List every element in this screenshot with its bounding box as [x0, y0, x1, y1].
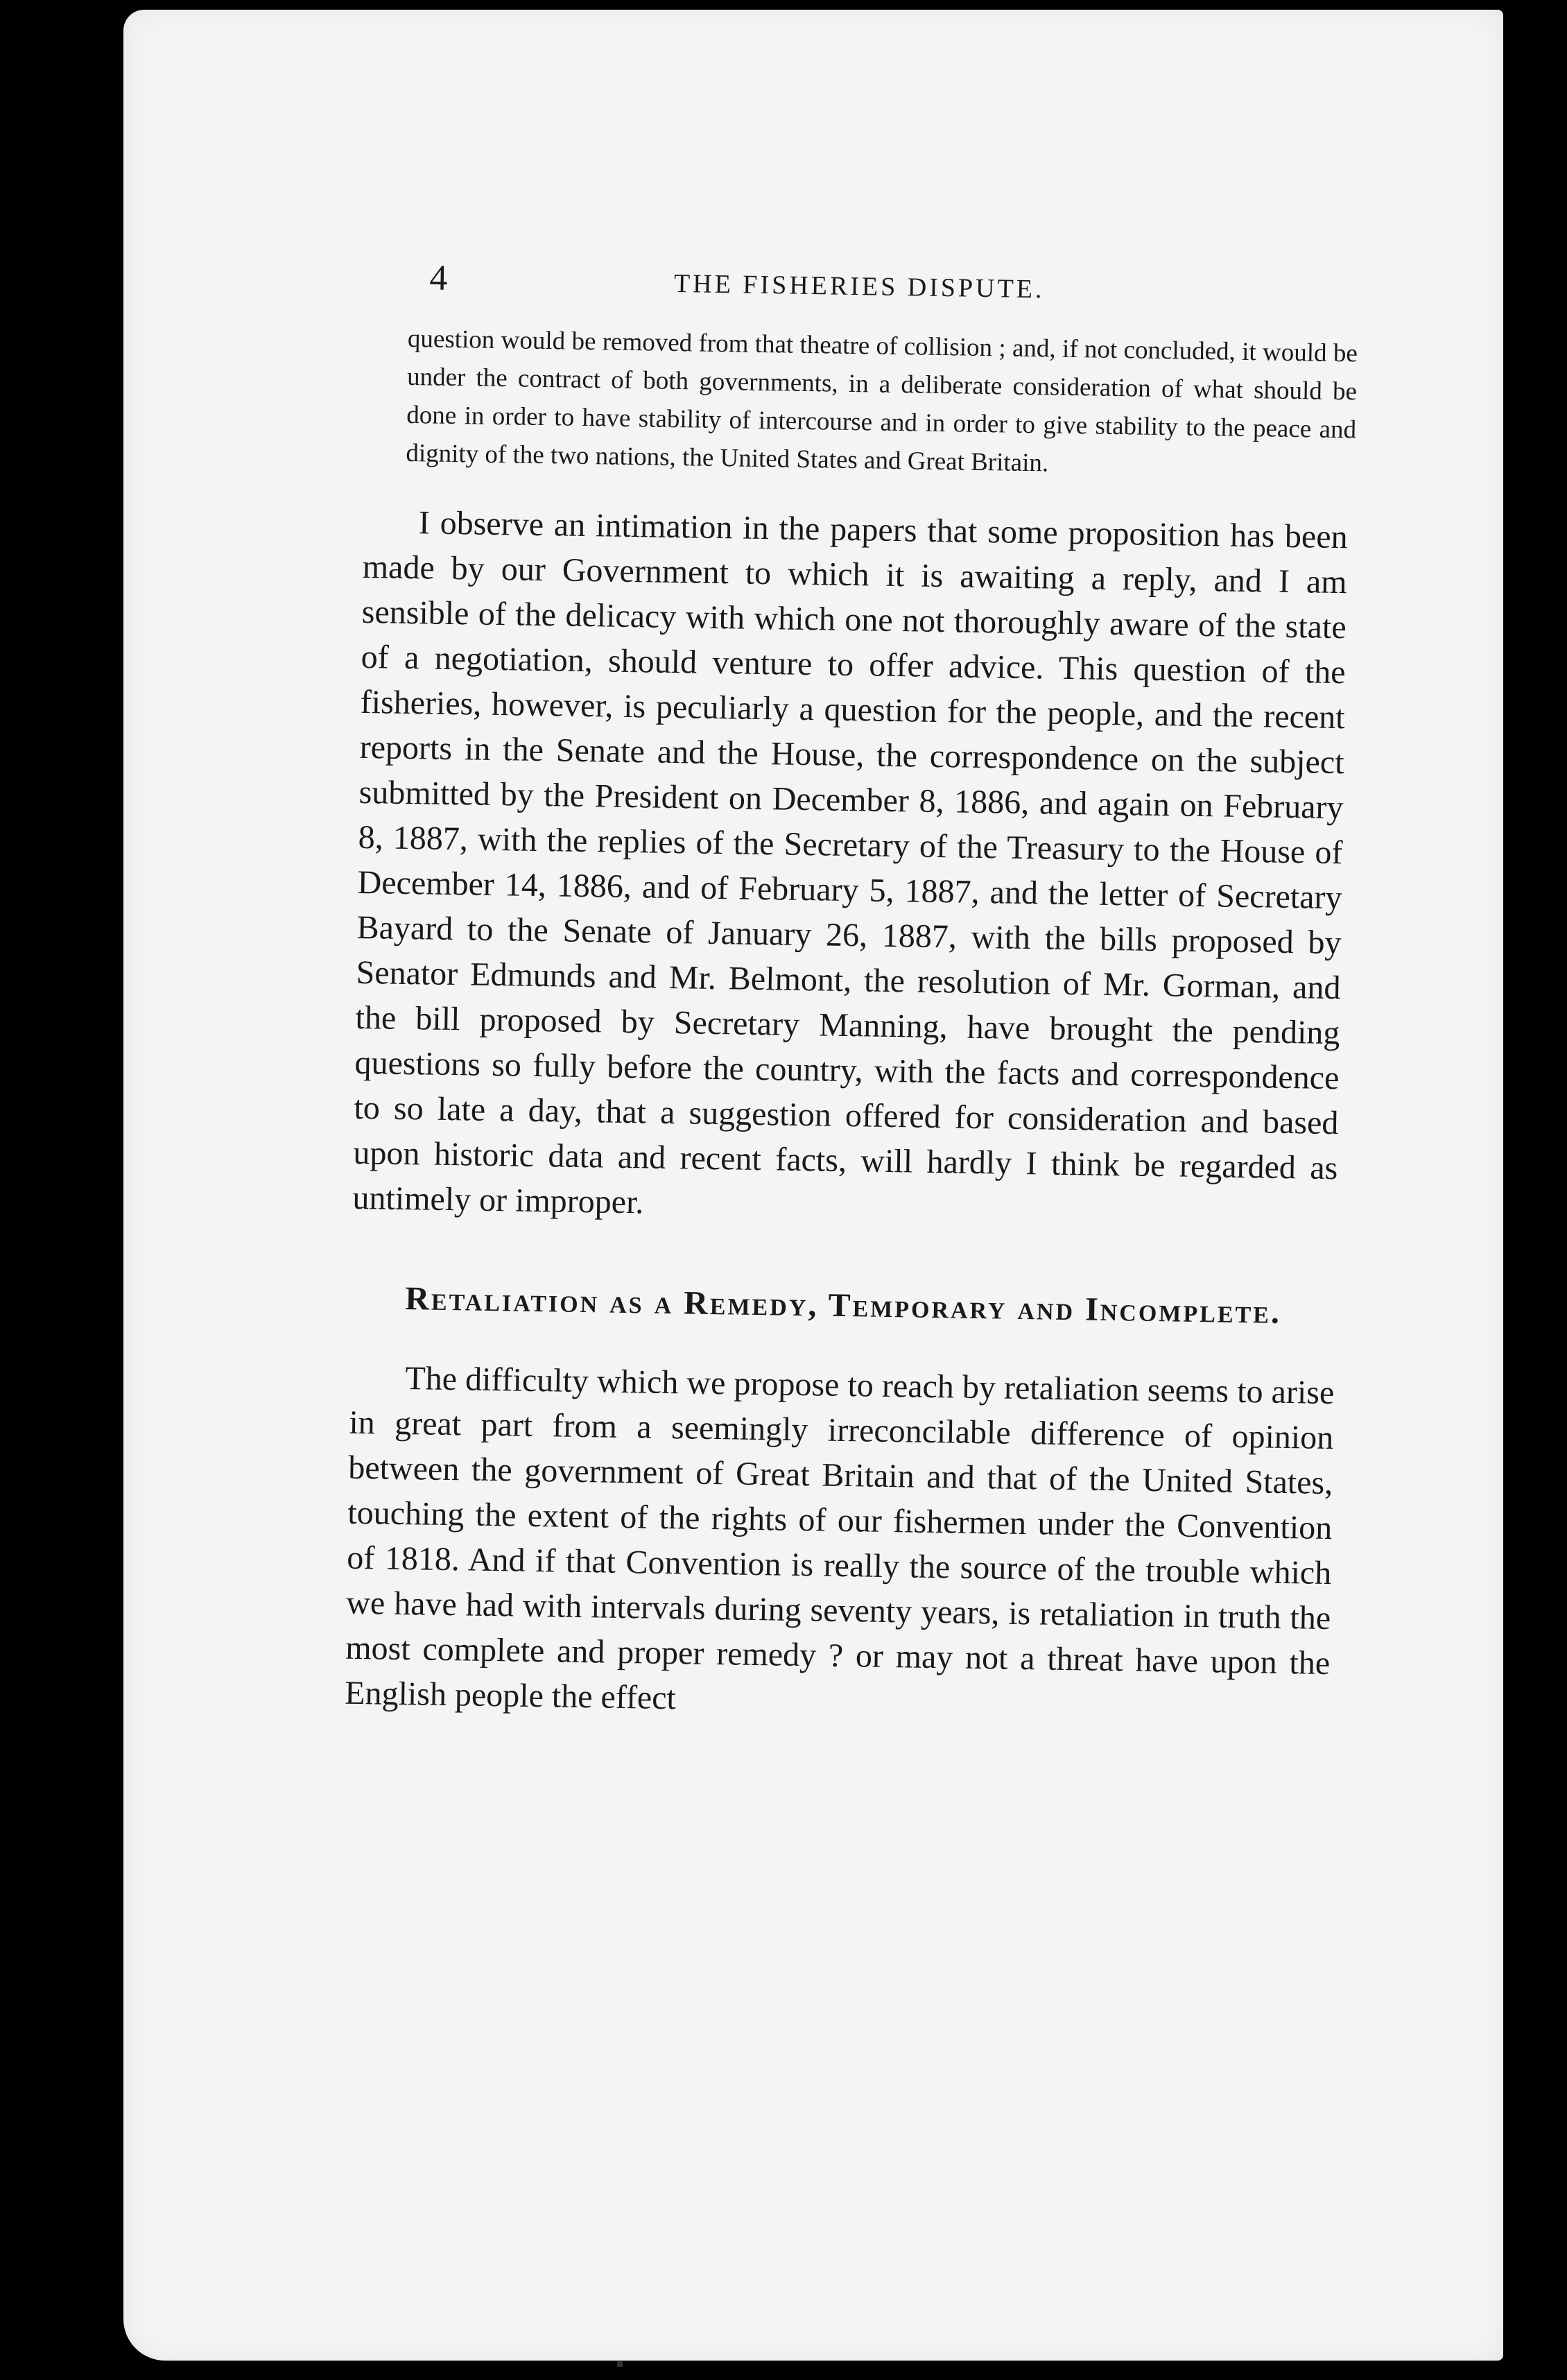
- scan-speck: [617, 2361, 623, 2367]
- body-paragraph: I observe an intimation in the papers that some proposition has been made by our Government to which it is awaiting a reply, and I am sensible of the delicacy with which one not thoroughly aware of the state of a negotiation, should venture to offer advice. This question of the fisheries, however, is peculiarly a question for the people, and the recent reports in the Senate and the House, the correspondence on the subject submitted by the President on December 8, 1886, and again on February 8, 1887, with the replies of the Secretary of the Treasury to the House of December 14, 1886, and of February 5, 1887, and the letter of Secretary Bayard to the Senate of January 26, 1887, with the bills proposed by Senator Edmunds and Mr. Belmont, the resolution of Mr. Gorman, and the bill proposed by Secretary Manning, have brought the pending questions so fully before the country, with the facts and correspondence to so late a day, that a suggestion offered for consideration and based upon historic data and recent facts, will hardly I think be regarded as untimely or improper.: [352, 504, 1349, 1221]
- page-content: [344, 250, 1358, 1731]
- section-heading: Retaliation as a Remedy, Temporary and Incomplete.: [404, 1280, 1282, 1331]
- body-paragraph: The difficulty which we propose to reach by retaliation seems to arise in great part from a seemingly irreconcilable difference of opinion between the government of Great Britain and that of the United States, touching the extent of the rights of our fishermen under the Convention of 1818. And if that Convention is really the source of the trouble which we have had with intervals during seventy years, is retaliation in truth the most complete and proper remedy ? or may not a threat have upon the English people the effect: [344, 1360, 1335, 1717]
- page-number: 4: [428, 258, 448, 298]
- running-title: THE FISHERIES DISPUTE.: [673, 268, 1045, 304]
- binding-mark: [104, 555, 114, 574]
- continued-paragraph: question would be removed from that theatre of collision ; and, if not concluded, it would be under the contract of both governments, in a deliberate consideration of what should be done in order to have stability of intercourse and in order to give stability to the peace and dignity of the two nations, the United States and Great Britain.: [406, 324, 1358, 478]
